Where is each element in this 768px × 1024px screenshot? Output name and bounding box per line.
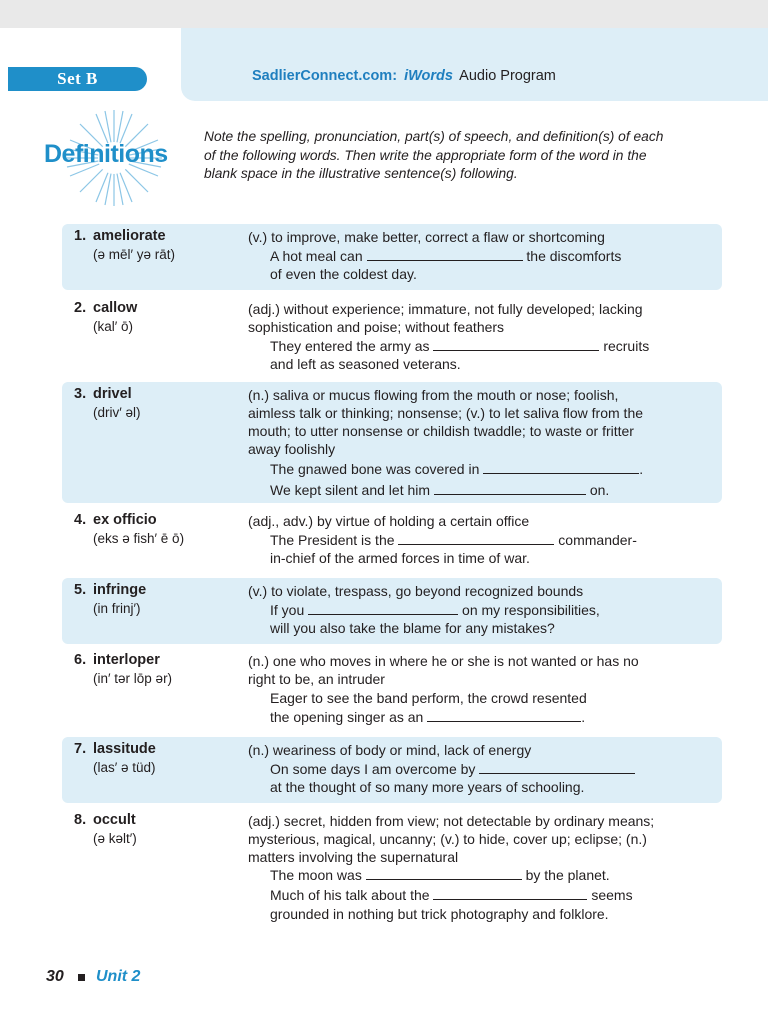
definitions-title: Definitions [44,140,168,168]
answer-blank[interactable] [366,866,522,880]
entry-number: 3. [74,386,87,402]
example-sentence: The gnawed bone was covered in . We kept silent and let him on. [270,461,644,498]
entry-definition: (v.) to improve, make better, correct a flaw or shortcoming [248,229,605,245]
entry-number: 5. [74,582,87,598]
entry-definition: (n.) saliva or mucus flowing from the mouth or nose; foolish, aimless talk or thinking; nonsense; (v.) to let saliva flow from the mouth; to utter nonsense or childish twaddle; to waste or fritter away foolishly [248,387,644,457]
entry-definition: (v.) to violate, trespass, go beyond recognized bounds [248,583,584,599]
instructions: Note the spelling, pronunciation, part(s) of speech, and definition(s) of each of the following words. Then write the appropriate form of the word in the blank space in the illustrative sentence(s) following. [204,129,664,181]
top-strip [0,0,768,28]
iwords-logo: iWords [404,68,453,84]
entry-lassitude [62,737,722,803]
entry-definition: (n.) one who moves in where he or she is not wanted or has no right to be, an intruder [248,653,639,687]
example-sentence: On some days I am overcome by at the thought of so many more years of schooling. [270,760,670,796]
entry-ameliorate [62,224,722,290]
entry-pronunciation: (in′ tər lōp ər) [93,671,173,686]
entry-interloper [62,648,722,732]
answer-blank[interactable] [434,481,586,495]
entry-word: ameliorate [93,228,166,244]
entry-ex-officio [62,508,722,570]
entry-word: ex officio [93,512,157,528]
example-sentence: If you on my responsibilities, will you also take the blame for any mistakes? [270,602,600,636]
entry-pronunciation: (las′ ə tüd) [93,760,156,775]
entry-pronunciation: (driv′ əl) [93,405,141,420]
audio-label: Audio Program [459,68,556,84]
entry-pronunciation: (eks ə fish′ ē ō) [93,531,185,546]
entry-pronunciation: (kal′ ō) [93,319,134,334]
answer-blank[interactable] [367,247,523,261]
entry-word: occult [93,812,136,828]
entry-definition: (n.) weariness of body or mind, lack of energy [248,742,532,758]
entry-infringe [62,578,722,644]
page-number: 30 [46,968,64,985]
answer-blank[interactable] [483,460,639,474]
answer-blank[interactable] [308,601,458,615]
answer-blank[interactable] [427,708,581,722]
entry-pronunciation: (ə mēl′ yə rāt) [93,247,176,262]
entry-pronunciation: (in frinj′) [93,601,141,616]
example-sentence: The President is the commander- in-chief of the armed forces in time of war. [270,532,637,566]
entry-callow [62,296,722,376]
bullet-square-icon [78,974,85,981]
entry-definition: (adj., adv.) by virtue of holding a certain office [248,513,530,529]
set-label: Set B [8,67,147,91]
entry-number: 2. [74,300,87,316]
audio-program-line [252,68,556,84]
unit-label: Unit 2 [96,968,141,985]
example-sentence: The moon was by the planet. Much of his talk about the seems grounded in nothing but trick photography and folklore. [270,867,633,922]
entry-definition: (adj.) without experience; immature, not fully developed; lacking sophistication and poise; without feathers [248,301,643,335]
entry-word: callow [93,300,138,316]
example-sentence: They entered the army as recruits and left as seasoned veterans. [270,338,650,372]
entry-word: drivel [93,386,132,402]
entry-number: 7. [74,741,87,757]
entry-word: lassitude [93,741,156,757]
entry-pronunciation: (ə kəlt′) [93,831,137,846]
answer-blank[interactable] [479,760,635,774]
answer-blank[interactable] [433,886,587,900]
example-sentence: A hot meal can the discomforts of even the coldest day. [270,248,622,282]
header-panel [181,28,768,101]
example-sentence: Eager to see the band perform, the crowd resented the opening singer as an . [270,690,587,725]
site-link[interactable]: SadlierConnect.com: [252,68,398,84]
entry-occult [62,808,722,928]
entry-number: 4. [74,512,87,528]
entry-number: 6. [74,652,87,668]
answer-blank[interactable] [433,337,599,351]
entry-definition: (adj.) secret, hidden from view; not detectable by ordinary means; mysterious, magical, uncanny; (v.) to hide, cover up; eclipse; (n.) matters involving the supernatural [248,813,655,865]
entry-number: 1. [74,228,87,244]
entry-word: infringe [93,582,147,598]
entry-number: 8. [74,812,87,828]
answer-blank[interactable] [398,531,554,545]
entry-drivel [62,382,722,503]
entry-word: interloper [93,652,160,668]
